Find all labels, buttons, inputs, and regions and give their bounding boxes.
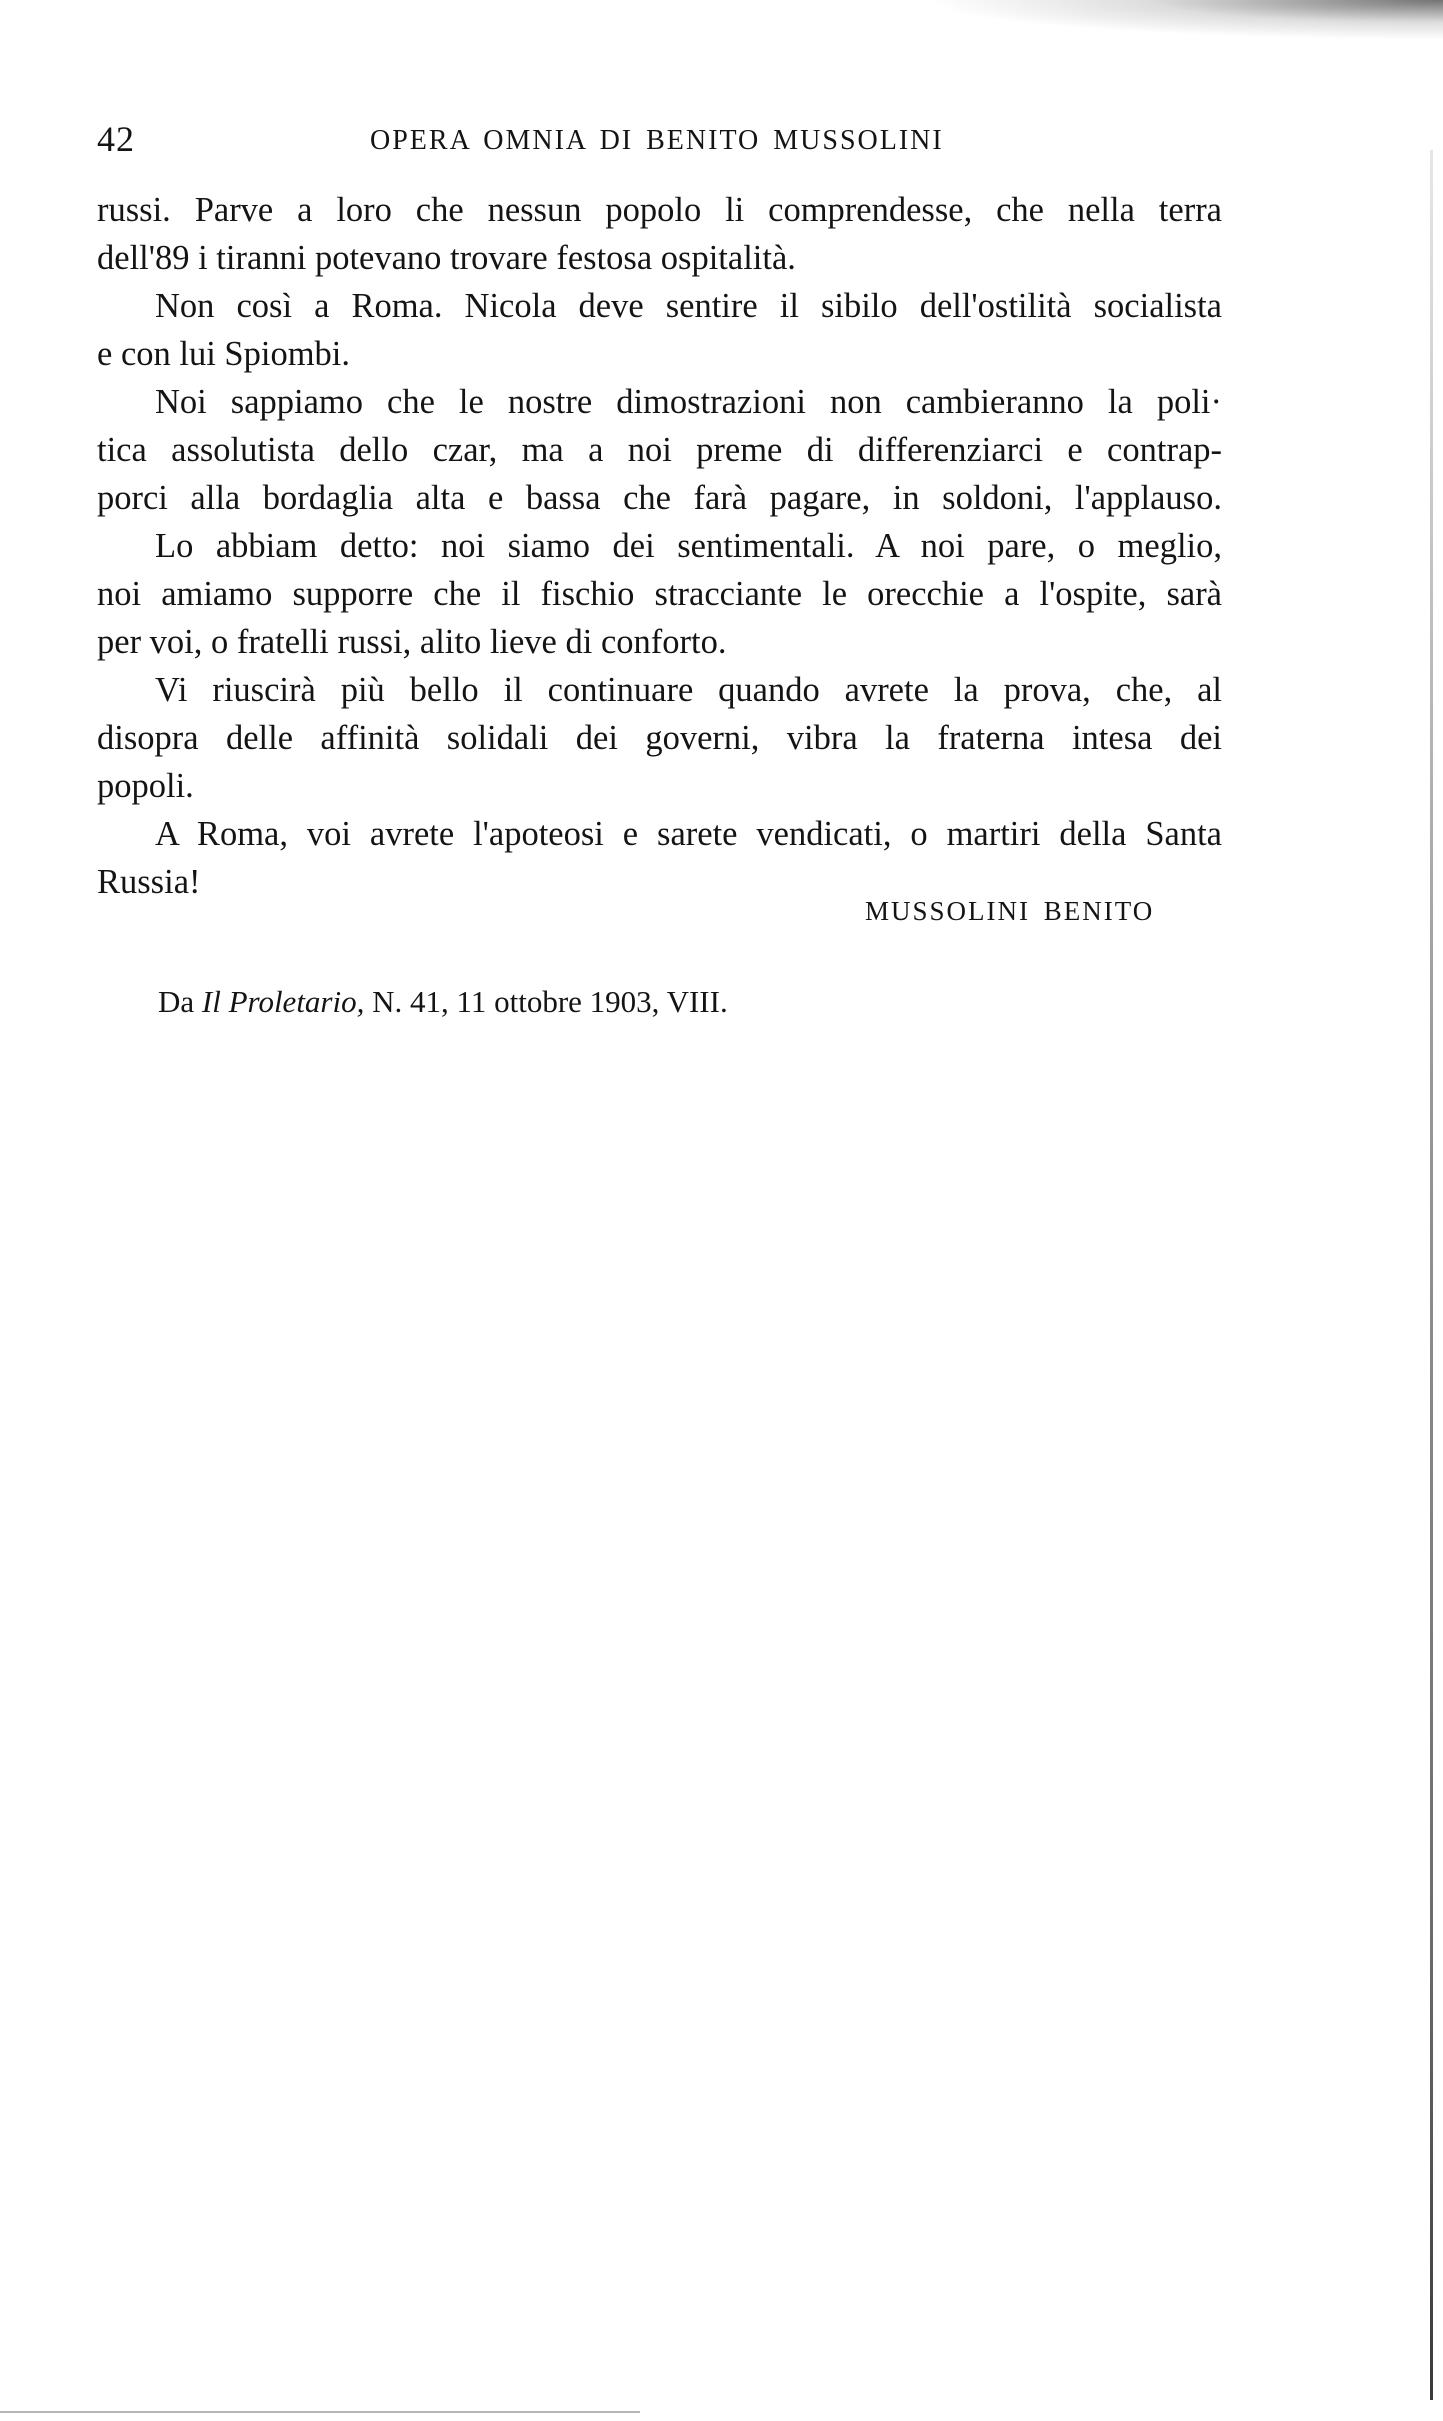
body-line: Vi riuscirà più bello il continuare quando avrete la prova, che, al: [155, 671, 1222, 709]
source-details: N. 41, 11 ottobre 1903, VIII.: [364, 984, 728, 1019]
page-number: 42: [97, 119, 135, 159]
source-citation: [158, 984, 728, 1020]
scan-binding-edge: [1430, 150, 1433, 2400]
body-line: A Roma, voi avrete l'apoteosi e sarete vendicati, o martiri della Santa: [155, 815, 1222, 853]
body-line: dell'89 i tiranni potevano trovare festosa ospitalità.: [97, 239, 796, 277]
body-line: noi amiamo supporre che il fischio stracciante le orecchie a l'ospite, sarà: [97, 575, 1222, 613]
body-line: Russia!: [97, 863, 201, 901]
page-header: [97, 118, 1222, 174]
scan-shadow-top: [923, 0, 1443, 40]
body-line: Lo abbiam detto: noi siamo dei sentimentali. A noi pare, o meglio,: [155, 527, 1222, 565]
running-head: OPERA OMNIA DI BENITO MUSSOLINI: [370, 125, 944, 156]
article-body: [97, 186, 1222, 906]
body-line: popoli.: [97, 767, 194, 805]
source-prefix: Da: [158, 984, 202, 1019]
body-line: tica assolutista dello czar, ma a noi preme di differenziarci e contrap-: [97, 431, 1222, 469]
body-line: per voi, o fratelli russi, alito lieve di conforto.: [97, 623, 727, 661]
scan-edge-bottom: [0, 2411, 640, 2413]
signature: MUSSOLINI BENITO: [865, 896, 1155, 926]
body-line: russi. Parve a loro che nessun popolo li comprendesse, che nella terra: [97, 191, 1222, 229]
source-journal: Il Proletario,: [201, 984, 365, 1019]
body-line: Noi sappiamo che le nostre dimostrazioni non cambieranno la poli·: [155, 383, 1222, 421]
body-line: porci alla bordaglia alta e bassa che farà pagare, in soldoni, l'applauso.: [97, 479, 1222, 517]
body-line: Non così a Roma. Nicola deve sentire il sibilo dell'ostilità socialista: [155, 287, 1222, 325]
body-line: e con lui Spiombi.: [97, 335, 350, 373]
body-line: disopra delle affinità solidali dei governi, vibra la fraterna intesa dei: [97, 719, 1222, 757]
